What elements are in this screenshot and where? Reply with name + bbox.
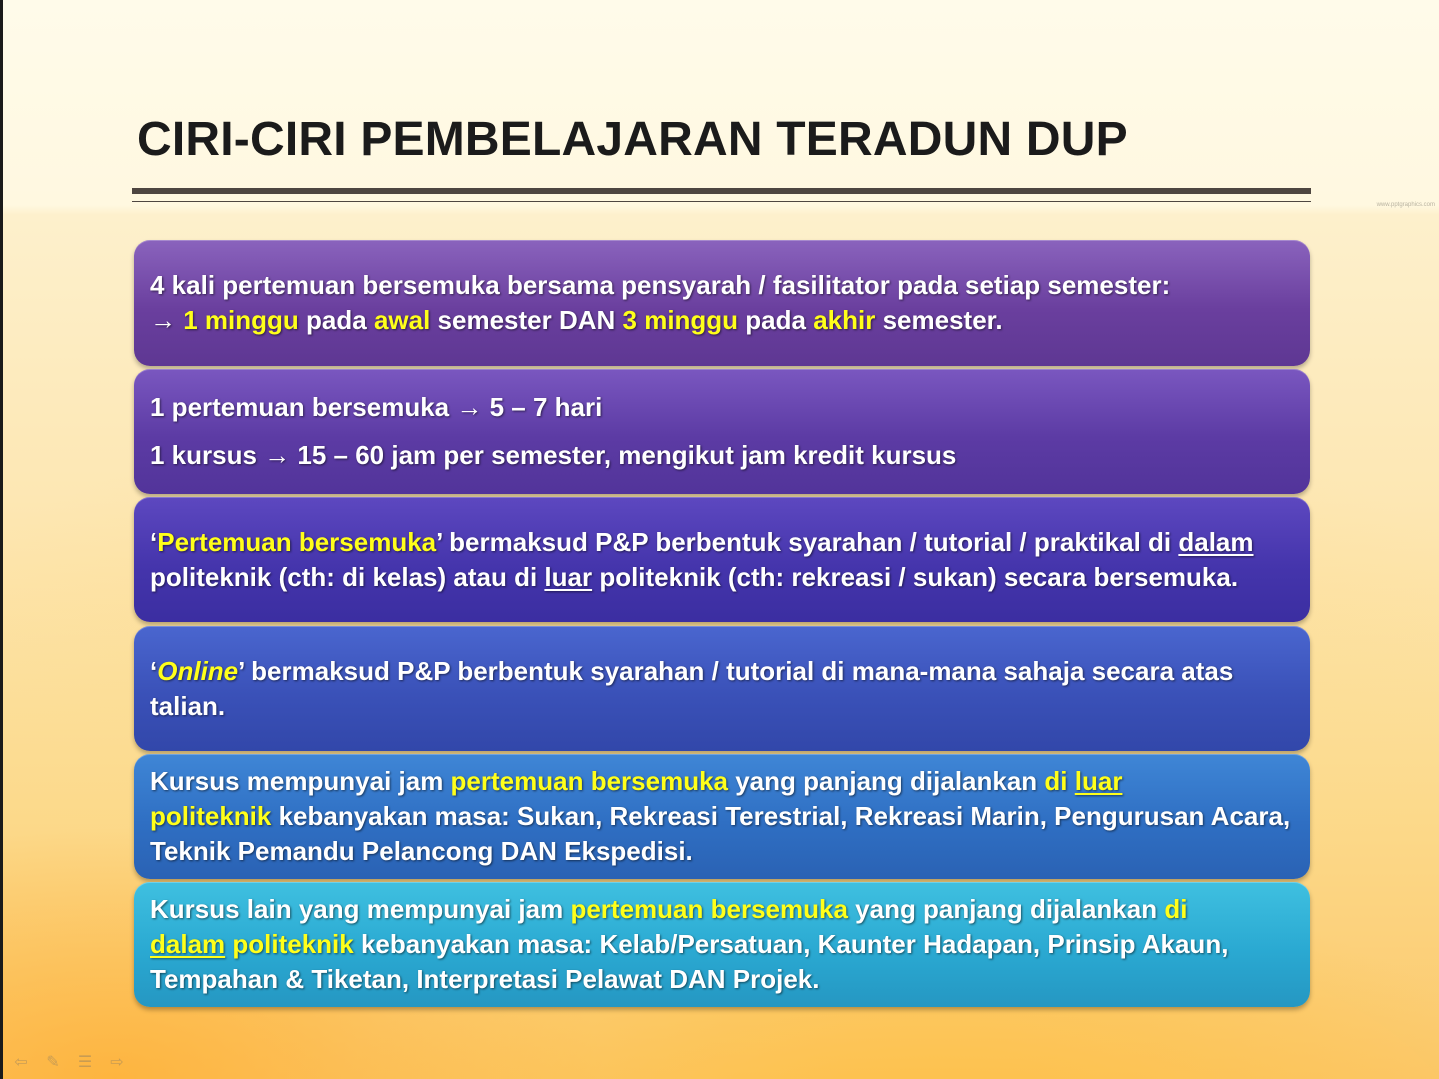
box6-text: Kursus lain yang mempunyai jam pertemuan bersemuka yang panjang dijalankan di dalam politeknik kebanyakan masa: Kelab/Persatuan, Kaunter Hadapan, Prinsip Akaun, Tempahan & Tiketan, Interpretasi Pelawat DAN Projek. <box>150 894 1229 994</box>
highlight-pertemuan-bersemuka: pertemuan bersemuka <box>570 894 848 924</box>
box2-line1: 1 pertemuan bersemuka → 5 – 7 hari <box>150 392 603 422</box>
box3-text: ‘Pertemuan bersemuka’ bermaksud P&P berbentuk syarahan / tutorial / praktikal di dalam politeknik (cth: di kelas) atau di luar politeknik (cth: rekreasi / sukan) secara bersemuka. <box>150 526 1254 592</box>
title-rule-thick <box>132 188 1311 194</box>
highlight-di: di <box>1044 766 1075 796</box>
highlight-akhir: akhir <box>813 305 876 335</box>
highlight-politeknik: politeknik <box>150 801 272 831</box>
next-slide-icon[interactable]: ⇨ <box>110 1054 124 1071</box>
box1-line2: → 1 minggu pada awal semester DAN 3 minggu pada akhir semester. <box>150 305 1003 335</box>
info-box-duration <box>134 369 1310 494</box>
highlight-luar: luar <box>1074 766 1123 796</box>
info-box-inside-courses <box>134 882 1310 1007</box>
highlight-3-minggu: 3 minggu <box>622 305 739 335</box>
title-rule-thin <box>132 201 1311 202</box>
highlight-politeknik: politeknik <box>232 929 354 959</box>
highlight-pertemuan-bersemuka: Pertemuan bersemuka <box>157 526 437 557</box>
info-box-outside-courses <box>134 754 1310 879</box>
previous-slide-icon[interactable]: ⇦ <box>14 1054 28 1071</box>
info-box-face-to-face-count <box>134 240 1310 366</box>
slide-title: CIRI-CIRI PEMBELAJARAN TERADUN DUP <box>137 113 1128 166</box>
box1-line1: 4 kali pertemuan bersemuka bersama pensyarah / fasilitator pada setiap semester: <box>150 270 1171 300</box>
box5-text: Kursus mempunyai jam pertemuan bersemuka yang panjang dijalankan di luar politeknik kebanyakan masa: Sukan, Rekreasi Terestrial, Rekreasi Marin, Pengurusan Acara, Teknik Pemandu Pelancong DAN Ekspedisi. <box>150 766 1291 866</box>
box2-line2: 1 kursus → 15 – 60 jam per semester, mengikut jam kredit kursus <box>150 440 957 470</box>
slideshow-controls <box>12 1052 126 1072</box>
info-box-definition-face-to-face <box>134 497 1310 622</box>
menu-icon[interactable]: ☰ <box>77 1054 93 1071</box>
underline-luar: luar <box>544 561 593 592</box>
watermark: www.pptgraphics.com <box>1376 202 1435 208</box>
highlight-awal: awal <box>373 305 431 335</box>
highlight-1-minggu: 1 minggu <box>183 305 299 335</box>
arrow-icon: → <box>456 392 483 422</box>
pen-icon[interactable]: ✎ <box>46 1054 60 1071</box>
highlight-di: di <box>1164 894 1188 924</box>
box4-text: ‘Online’ bermaksud P&P berbentuk syarahan / tutorial di mana-mana sahaja secara atas talian. <box>150 655 1234 721</box>
arrow-icon: → <box>150 305 176 335</box>
highlight-pertemuan-bersemuka: pertemuan bersemuka <box>450 766 728 796</box>
highlight-online: Online <box>157 655 239 686</box>
info-box-definition-online <box>134 626 1310 751</box>
arrow-icon: → <box>264 440 291 470</box>
highlight-dalam: dalam <box>150 929 226 959</box>
slide-left-border <box>0 0 3 1079</box>
underline-dalam: dalam <box>1178 526 1254 557</box>
